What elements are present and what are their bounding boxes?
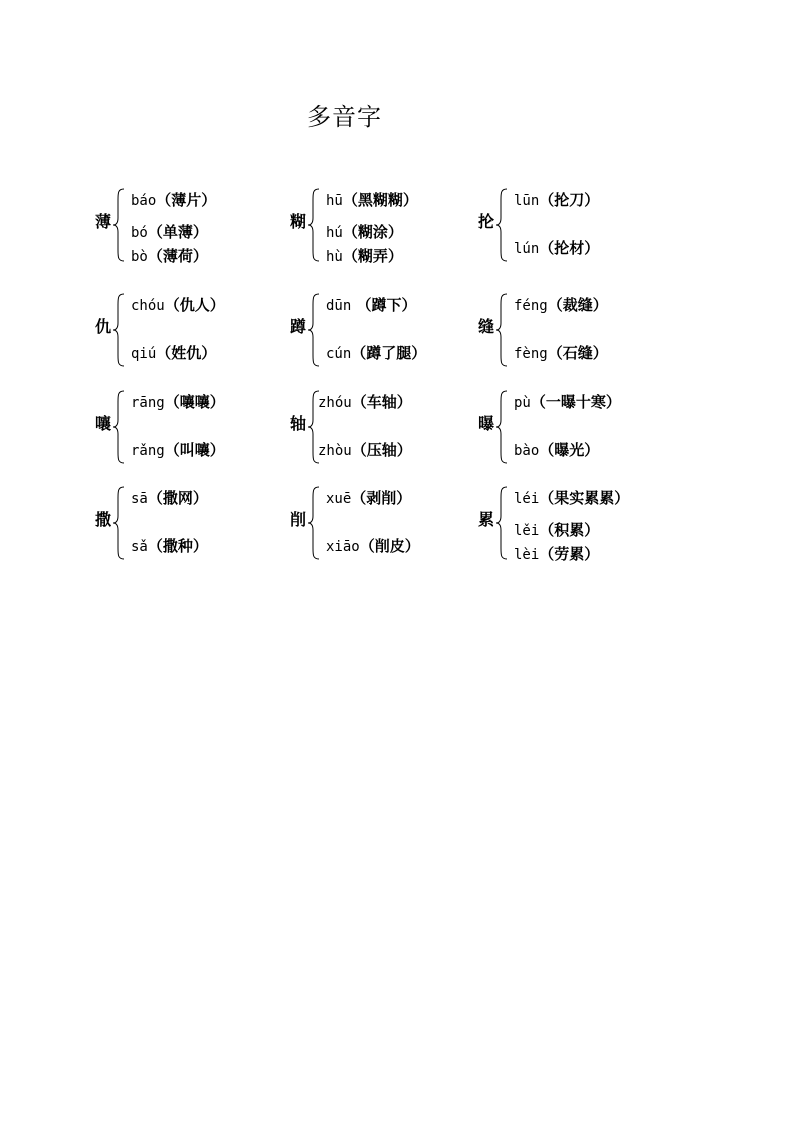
polyphone-char: 撒 [95,510,112,529]
reading-line [514,238,599,259]
reading-line [131,343,216,364]
polyphone-char: 曝 [478,414,495,433]
polyphone-group [95,392,280,462]
pinyin: xiāo [326,539,360,555]
reading-line [326,295,417,316]
pinyin: qiú [131,346,157,362]
curly-brace-icon [112,390,126,464]
polyphone-char: 蹲 [290,317,307,336]
example-word: （一曝十寒） [530,393,621,411]
polyphone-group [95,295,280,365]
reading-line [326,343,426,364]
curly-brace-icon [495,293,509,367]
reading-line [514,190,599,211]
reading-line [131,488,208,509]
reading-line [131,190,216,211]
reading-line [514,440,599,461]
pinyin: bò [131,249,148,265]
polyphone-char: 累 [478,510,495,529]
polyphone-char: 糊 [290,212,307,231]
pinyin: zhòu [318,443,352,459]
polyphone-char: 仇 [95,317,112,336]
example-word: （裁缝） [547,296,608,314]
reading-line [318,392,412,413]
polyphone-char: 抡 [478,212,495,231]
reading-line [326,536,420,557]
polyphone-char: 轴 [290,414,307,433]
example-word: （劳累） [539,545,600,563]
pinyin: zhóu [318,395,352,411]
polyphone-group [478,488,663,563]
pinyin: sǎ [131,539,148,555]
polyphone-group [95,488,280,558]
reading-line [514,343,608,364]
reading-line [514,520,599,541]
reading-line [326,222,403,243]
example-word: （剥削） [351,489,412,507]
reading-line [131,246,208,267]
curly-brace-icon [112,293,126,367]
pinyin: lūn [514,193,540,209]
reading-line [131,440,225,461]
example-word: （撒网） [147,489,208,507]
example-word: （薄荷） [147,247,208,265]
reading-line [131,295,225,316]
pinyin: féng [514,298,548,314]
example-word: （糊涂） [342,223,403,241]
example-word: （叫嚷） [164,441,225,459]
reading-line [514,544,599,565]
polyphone-group [290,488,475,558]
pinyin: hù [326,249,343,265]
pinyin: fèng [514,346,548,362]
page-title: 多音字 [307,103,382,131]
pinyin: léi [514,491,540,507]
example-word: （抡刀） [539,191,600,209]
pinyin: dūn [326,298,352,314]
reading-line [318,440,412,461]
polyphone-char: 削 [290,510,307,529]
pinyin: lěi [514,523,540,539]
polyphone-char: 薄 [95,212,112,231]
pinyin: lèi [514,547,540,563]
example-word: （嚷嚷） [164,393,225,411]
example-word: （糊弄） [342,247,403,265]
pinyin: bó [131,225,148,241]
example-word: （薄片） [156,191,217,209]
curly-brace-icon [307,188,321,262]
polyphone-char: 嚷 [95,414,112,433]
reading-line [326,488,411,509]
pinyin: rǎng [131,443,165,459]
pinyin: chóu [131,298,165,314]
pinyin: cún [326,346,352,362]
polyphone-char: 缝 [478,317,495,336]
example-word: （蹲下） [351,296,417,314]
example-word: （撒种） [147,537,208,555]
reading-line [514,295,608,316]
polyphone-group [290,295,475,365]
reading-line [326,190,418,211]
example-word: （单薄） [147,223,208,241]
pinyin: hú [326,225,343,241]
polyphone-group [478,295,663,365]
polyphone-group [478,392,663,462]
curly-brace-icon [112,188,126,262]
pinyin: bào [514,443,540,459]
pinyin: báo [131,193,157,209]
example-word: （果实累累） [539,489,630,507]
polyphone-group [290,190,475,265]
curly-brace-icon [112,486,126,560]
example-word: （削皮） [359,537,420,555]
pinyin: rāng [131,395,165,411]
reading-line [131,222,208,243]
curly-brace-icon [307,486,321,560]
example-word: （抡材） [539,239,600,257]
curly-brace-icon [495,486,509,560]
example-word: （曝光） [539,441,600,459]
example-word: （姓仇） [156,344,217,362]
reading-line [131,536,208,557]
curly-brace-icon [495,390,509,464]
example-word: （蹲了腿） [351,344,427,362]
polyphone-group [478,190,663,260]
example-word: （车轴） [351,393,412,411]
pinyin: sā [131,491,148,507]
pinyin: pù [514,395,531,411]
example-word: （仇人） [164,296,225,314]
pinyin: xuē [326,491,352,507]
pinyin: hū [326,193,343,209]
curly-brace-icon [495,188,509,262]
reading-line [131,392,225,413]
reading-line [514,488,629,509]
example-word: （压轴） [351,441,412,459]
example-word: （石缝） [547,344,608,362]
reading-line [514,392,621,413]
polyphone-group [95,190,280,265]
polyphone-group [290,392,475,462]
pinyin: lún [514,241,540,257]
curly-brace-icon [307,293,321,367]
example-word: （黑糊糊） [342,191,418,209]
example-word: （积累） [539,521,600,539]
reading-line [326,246,403,267]
